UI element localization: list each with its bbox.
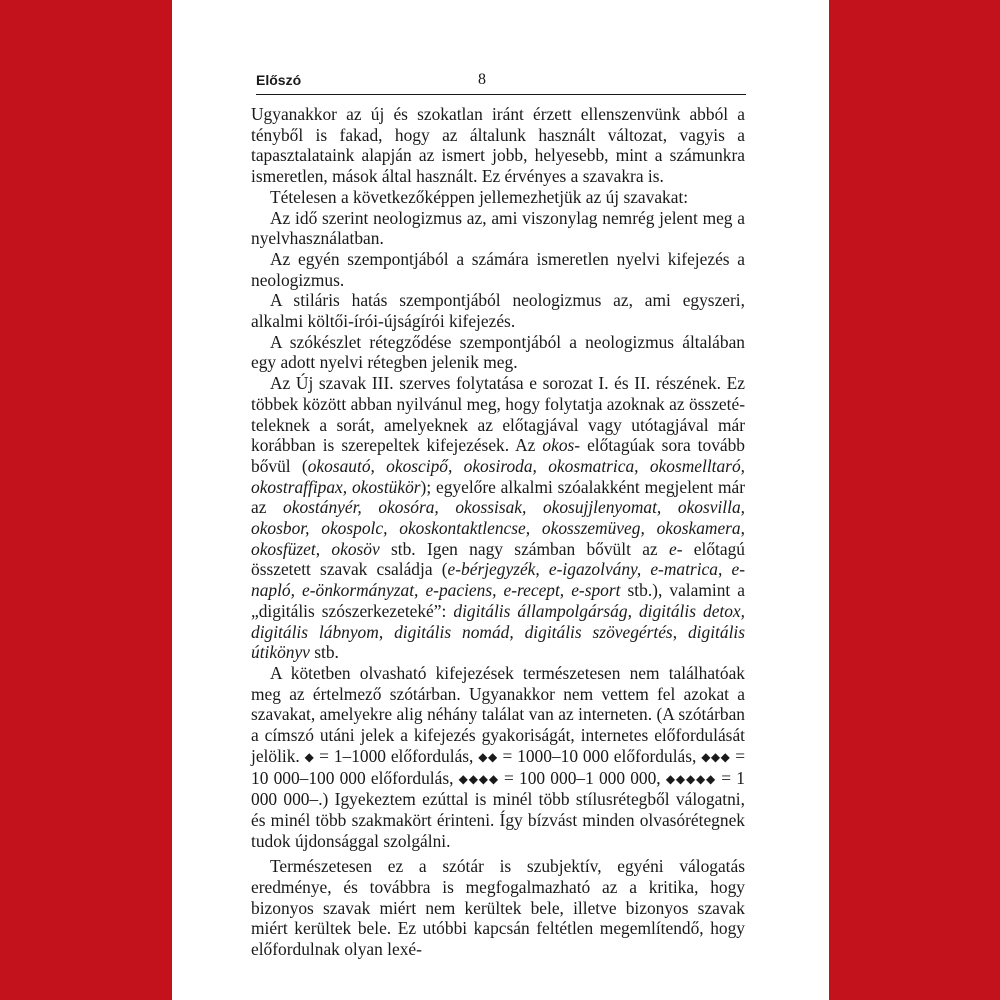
diamond-icon: ◆◆◆ [701, 749, 731, 764]
text-run: Az egyén szempontjából a számára ismeretlen nyelvi kifejezés a neologizmus. [251, 248, 745, 290]
italic-term: digitális nomád, digitális szövegértés [394, 621, 673, 642]
text-run: Ugyanakkor az új és szokatlan iránt érzett ellenszenvünk abból a tényből is fakad, hogy az általunk használt változat, vagyis a tapasztalataink alapján az ismert jobb, helyesebb, mint a számunkra ismeretlen, mások által használt. Ez érvényes a szavakra is. [251, 104, 745, 187]
italic-term: okos- [542, 435, 581, 456]
section-title: Előszó [256, 72, 302, 88]
text-run: stb. [309, 642, 339, 663]
running-header [256, 70, 746, 95]
italic-term: e- [668, 538, 683, 559]
diamond-icon: ◆◆◆◆ [458, 771, 499, 786]
italic-term: e-bérjegyzék, e-igazolvány, e-matrica, e-napló, e-önkormányzat, e-paciens, e-recept, e-sport [251, 559, 745, 601]
diamond-icon: ◆ [304, 749, 315, 764]
text-run: , [740, 518, 745, 539]
text-run: stb. Igen nagy számban bővült az [379, 538, 669, 559]
italic-term: okosöv [331, 538, 380, 559]
text-run: Az Új szavak III. szerves folytatása e sorozat I. és II. részének. Ez többek között abban nyilvánul meg, hogy folytatja azoknak az összetételeknek a sorát, amelyeknek az előtagjával vagy utótagjával már korábban is szerepeltek kifejezések. Az [251, 373, 745, 456]
paragraph [251, 373, 745, 663]
text-run: Tételesen a következőképpen jellemezhetjük az új szavakat: [270, 186, 689, 207]
text-run: előtagú összetett szavak családja ( [251, 538, 745, 580]
text-run: A szókészlet rétegződése szempontjából a neologizmus általában egy adott nyelvi rétegben jelenik meg. [251, 331, 745, 373]
text-run: Természetesen ez a szótár is szubjektív, egyéni válogatás eredménye, és továbbra is megfogalmazható az a kritika, hogy bizonyos szavak miért nem kerültek bele, illetve bizonyos szavak miért kerültek bele. Ez utóbbi kapcsán feltétlen megemlítendő, hogy előfordulnak olyan lexé- [251, 856, 745, 960]
text-run: = 1000–10 000 előfordulás, [497, 745, 702, 766]
text-run: = 1 000 000–.) Igyekeztem ezúttal is minél több stílusrétegből válogatni, és minél több szakmakört érinteni. Így bízvást minden olvasórétegnek tudok újdonsággal szolgálni. [251, 767, 745, 851]
text-run: A kötetben olvasható kifejezések természetesen nem találhatóak meg az értelmező szótárban. Ugyanakkor nem vettem fel azokat a szavakat, amelyekre alig néhány találat van az interneten. (A szótárban a címszó utáni jelek a kifejezés gyakoriságát, internetes előfordulását jelölik. [251, 662, 745, 766]
italic-term: digitális állampolgárság, digitális detox, digitális lábnyom [251, 600, 746, 642]
text-run: = 1–1000 előfordulás, [314, 745, 479, 766]
text-run: , [378, 621, 395, 642]
book-page [172, 0, 829, 1000]
text-run: Az idő szerint neologizmus az, ami viszonylag nemrég jelent meg a nyelvhasználatban. [251, 207, 745, 249]
diamond-icon: ◆◆ [478, 749, 498, 764]
italic-term: okosautó, okoscipő, okosiroda, okosmatrica, okosmelltaró, okostraffipax, okostükör [251, 455, 745, 497]
paragraph [251, 104, 745, 187]
paragraph [251, 208, 745, 249]
diamond-icon: ◆◆◆◆◆ [665, 771, 717, 786]
text-run: ); egyelőre alkalmi szóalakként megjelent már az [251, 476, 746, 518]
italic-term: okosfüzet [251, 538, 316, 559]
paragraph [251, 187, 745, 208]
text-run: = 10 000–100 000 előfordulás, [251, 745, 746, 788]
body-text [251, 104, 745, 960]
text-run: , [315, 538, 332, 559]
text-run: előtagúak sora tovább bővül ( [251, 435, 745, 476]
paragraph [251, 856, 745, 960]
paragraph [251, 249, 745, 290]
page-number: 8 [478, 71, 486, 88]
paragraph [251, 332, 745, 373]
text-run: A stiláris hatás szempontjából neologizmus az, ami egyszeri, alkalmi költői-írói-újságírói kifejezés. [251, 290, 745, 332]
italic-term: okostányér, okosóra, okossisak, okosujjlenyomat, okosvilla, okosbor, okospolc, okoskontaktlencse, okosszemüveg, okoskamera [251, 497, 746, 539]
paragraph [251, 290, 745, 331]
text-run: = 100 000–1 000 000, [498, 767, 666, 788]
text-run: stb.), valamint a „digitális szószerkezeteké”: [251, 580, 745, 621]
paragraph [251, 663, 745, 851]
italic-term: digitális útikönyv [251, 621, 745, 663]
text-run: , [672, 621, 688, 642]
